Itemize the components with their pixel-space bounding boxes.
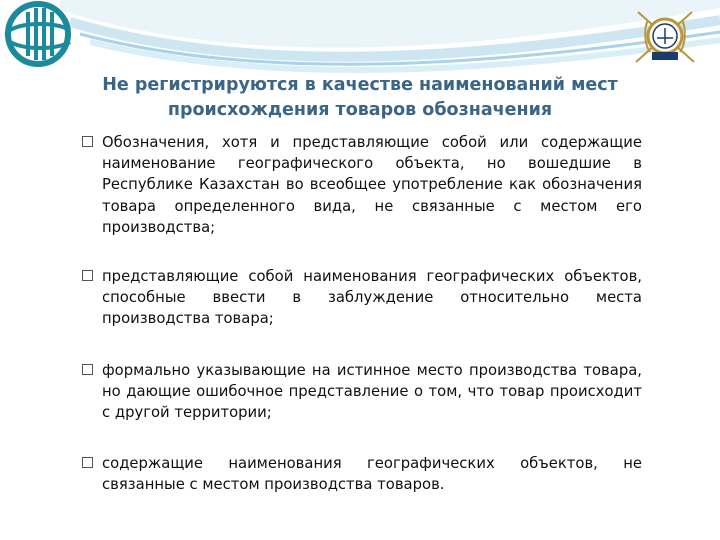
bullet-item-1 — [80, 132, 642, 238]
bullet-text-2: представляющие собой наименования географических объектов, способные ввести в заблуждение относительно места производства товара; — [102, 268, 642, 328]
bullet-text-4: содержащие наименования географических объектов, не связанные с местом производства товаров. — [102, 455, 642, 494]
bullet-item-4 — [80, 453, 642, 495]
checkbox-bullet-icon — [82, 270, 93, 281]
bullet-item-3 — [80, 360, 642, 424]
bullet-text-3: формально указывающие на истинное место производства товара, но дающие ошибочное представление о том, что товар происходит с другой территории; — [102, 361, 642, 422]
checkbox-bullet-icon — [82, 457, 93, 468]
slide-title-line-2: происхождения товаров обозначения — [167, 100, 553, 120]
checkbox-bullet-icon — [82, 136, 93, 147]
emblem-icon — [630, 6, 700, 68]
slide-title-line-1: Не регистрируются в качестве наименований мест — [102, 75, 618, 95]
bullet-text-1: Обозначения, хотя и представляющие собой или содержащие наименование географического объекта, но вошедшие в Республике Казахстан во всеобщее употребление как обозначения товара определенного вида, не связанные с местом его производства; — [102, 134, 642, 236]
organization-logo-icon — [0, 0, 82, 75]
checkbox-bullet-icon — [82, 364, 93, 375]
bullet-list — [80, 132, 642, 496]
slide-title — [70, 73, 650, 123]
bullet-item-2 — [80, 266, 642, 330]
